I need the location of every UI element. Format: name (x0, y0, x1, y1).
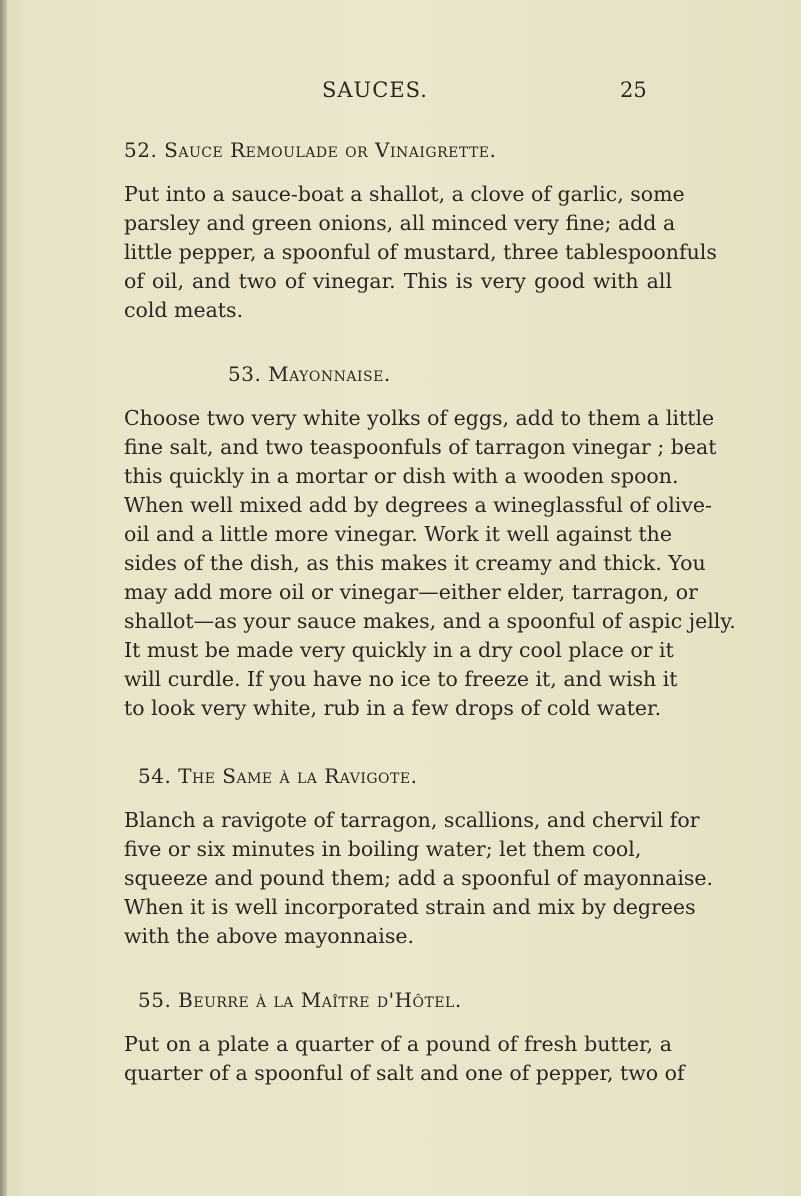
text-line: shallot—as your sauce makes, and a spoonful of aspic jelly. (124, 609, 736, 633)
text-line: to look very white, rub in a few drops of cold water. (124, 696, 662, 720)
text-line: of oil, and two of vinegar. This is very good with all (124, 269, 672, 293)
text-line: Put into a sauce-boat a shallot, a clove of garlic, some (124, 182, 685, 206)
recipe-title: 55. Beurre à la Maître d'Hôtel. (138, 988, 462, 1012)
text-line: Put on a plate a quarter of a pound of fresh butter, a (124, 1032, 672, 1056)
recipe-section (124, 988, 685, 1088)
recipe-title: 54. The Same à la Ravigote. (138, 764, 418, 788)
text-line: quarter of a spoonful of salt and one of pepper, two of (124, 1061, 685, 1085)
text-line: Choose two very white yolks of eggs, add to them a little (124, 406, 715, 430)
recipe-section (124, 764, 714, 951)
text-line: It must be made very quickly in a dry cool place or it (124, 638, 674, 662)
recipe-text (124, 806, 714, 951)
text-line: may add more oil or vinegar—either elder, tarragon, or (124, 580, 698, 604)
recipe-title: 53. Mayonnaise. (228, 362, 391, 386)
recipe-section (124, 362, 736, 723)
page-number: 25 (620, 78, 647, 102)
page-header (0, 78, 801, 106)
text-line: fine salt, and two teaspoonfuls of tarragon vinegar ; beat (124, 435, 717, 459)
recipe-section (124, 138, 717, 325)
text-line: oil and a little more vinegar. Work it well against the (124, 522, 672, 546)
recipe-text (124, 404, 736, 723)
text-line: parsley and green onions, all minced very fine; add a (124, 211, 676, 235)
text-line: this quickly in a mortar or dish with a wooden spoon. (124, 464, 679, 488)
text-line: little pepper, a spoonful of mustard, three tablespoonfuls (124, 240, 717, 264)
text-line: squeeze and pound them; add a spoonful of mayonnaise. (124, 866, 714, 890)
text-line: When well mixed add by degrees a wineglassful of olive- (124, 493, 712, 517)
recipe-text (124, 1030, 685, 1088)
text-line: cold meats. (124, 298, 244, 322)
text-line: Blanch a ravigote of tarragon, scallions, and chervil for (124, 808, 700, 832)
text-line: will curdle. If you have no ice to freeze it, and wish it (124, 667, 678, 691)
text-line: When it is well incorporated strain and mix by degrees (124, 895, 696, 919)
recipe-text (124, 180, 717, 325)
text-line: sides of the dish, as this makes it creamy and thick. You (124, 551, 706, 575)
recipe-title: 52. Sauce Remoulade or Vinaigrette. (124, 138, 497, 162)
running-title: SAUCES. (322, 78, 428, 102)
page-spine-shadow (0, 0, 7, 1196)
text-line: with the above mayonnaise. (124, 924, 415, 948)
text-line: five or six minutes in boiling water; let them cool, (124, 837, 642, 861)
